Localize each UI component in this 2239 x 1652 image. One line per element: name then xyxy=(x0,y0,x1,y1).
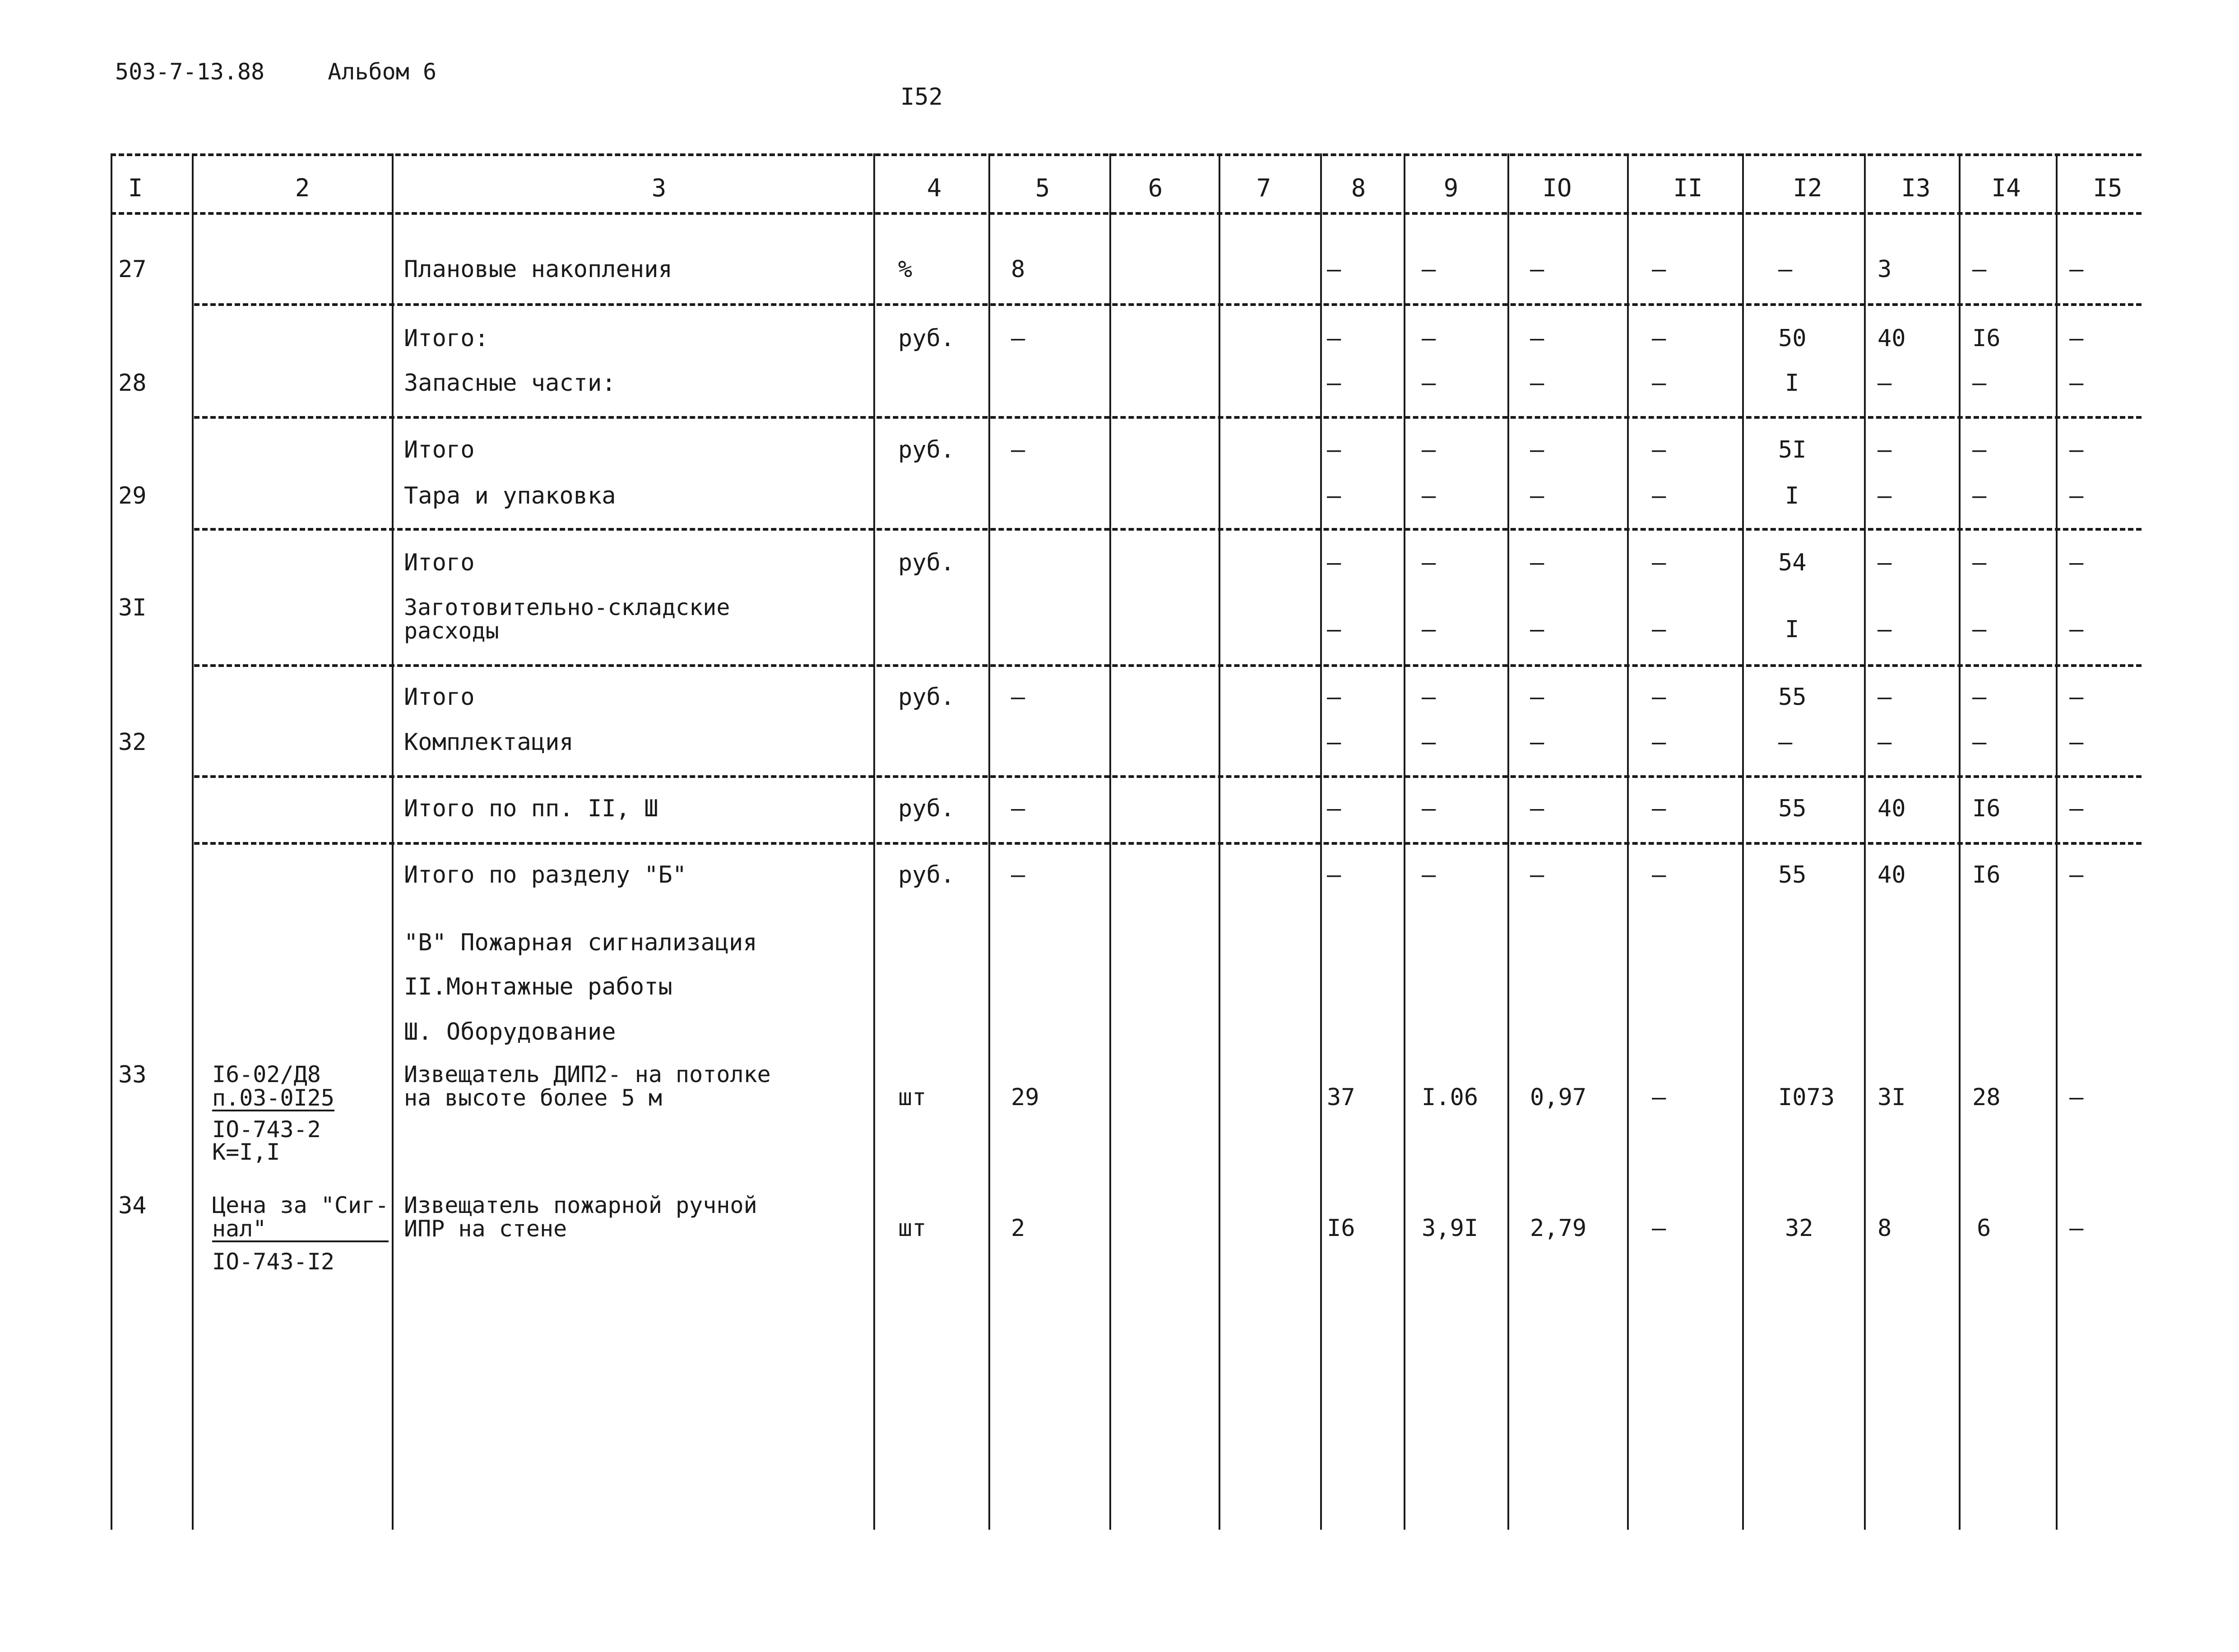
column-line xyxy=(1404,153,1405,1530)
row-unit: шт xyxy=(898,1084,927,1111)
row-number: 28 xyxy=(118,370,147,397)
row-unit: руб. xyxy=(898,436,955,463)
row-c14: – xyxy=(1972,482,1987,509)
row-c15: – xyxy=(2069,1215,2084,1242)
row-c13: – xyxy=(1877,549,1892,576)
row-c10: 0,97 xyxy=(1530,1084,1587,1111)
row-name: Тара и упаковка xyxy=(404,482,616,509)
row-c14: – xyxy=(1972,370,1987,397)
row-c12: – xyxy=(1778,256,1793,283)
row-c8: – xyxy=(1327,684,1341,711)
row-c5: 29 xyxy=(1011,1084,1039,1111)
row-c8: – xyxy=(1327,861,1341,888)
row-c15: – xyxy=(2069,616,2084,643)
row-c9: – xyxy=(1422,729,1436,756)
item-ref: IO-743-2 xyxy=(212,1116,321,1143)
row-name: Итого по разделу "Б" xyxy=(404,861,687,888)
row-name: Извещатель пожарной ручной ИПР на стене xyxy=(404,1192,757,1242)
row-c13: 40 xyxy=(1877,861,1906,888)
row-c14: – xyxy=(1972,436,1987,463)
row-c13: 40 xyxy=(1877,795,1906,822)
item-ref: IO-743-I2 xyxy=(212,1249,334,1275)
row-c8: – xyxy=(1327,436,1341,463)
column-header: 3 xyxy=(651,174,667,202)
row-c8: – xyxy=(1327,795,1341,822)
row-c10: – xyxy=(1530,482,1544,509)
row-c11: – xyxy=(1652,861,1666,888)
row-c15: – xyxy=(2069,549,2084,576)
row-c9: – xyxy=(1422,549,1436,576)
column-header: I2 xyxy=(1793,174,1822,202)
row-c13: – xyxy=(1877,616,1892,643)
row-c5: – xyxy=(1011,861,1025,888)
row-c10: – xyxy=(1530,795,1544,822)
row-c8: – xyxy=(1327,256,1341,283)
row-c10: – xyxy=(1530,325,1544,352)
row-rule xyxy=(194,416,2142,419)
section-title: "В" Пожарная сигнализация xyxy=(404,929,757,956)
column-line xyxy=(1320,153,1322,1530)
row-c9: – xyxy=(1422,861,1436,888)
column-header: 2 xyxy=(295,174,310,202)
row-c13: – xyxy=(1877,684,1892,711)
row-c12: I xyxy=(1785,616,1799,643)
row-c14: I6 xyxy=(1972,861,2001,888)
row-c10: 2,79 xyxy=(1530,1215,1587,1242)
row-c14: – xyxy=(1972,729,1987,756)
item-ref: I6-02/Д8 xyxy=(212,1061,321,1087)
item-ref: Цена за "Сиг- нал" xyxy=(212,1192,389,1242)
column-line xyxy=(1109,153,1111,1530)
row-c5: – xyxy=(1011,684,1025,711)
item-ref: K=I,I xyxy=(212,1139,280,1165)
row-c14: I6 xyxy=(1972,325,2001,352)
column-header: I5 xyxy=(2093,174,2123,202)
row-number: 32 xyxy=(118,729,147,756)
row-name: Извещатель ДИП2- на потолке на высоте более 5 м xyxy=(404,1061,771,1111)
row-c13: – xyxy=(1877,482,1892,509)
row-name: Итого: xyxy=(404,325,489,352)
row-c11: – xyxy=(1652,436,1666,463)
column-header: I3 xyxy=(1901,174,1931,202)
section-subtitle: II.Монтажные работы xyxy=(404,973,672,1000)
row-name: Комплектация xyxy=(404,729,574,756)
row-c9: – xyxy=(1422,616,1436,643)
row-c10: – xyxy=(1530,684,1544,711)
column-header: I xyxy=(128,174,143,202)
row-c13: 8 xyxy=(1877,1215,1892,1242)
row-rule xyxy=(194,842,2142,845)
row-c9: – xyxy=(1422,436,1436,463)
doc-code: 503-7-13.88 xyxy=(115,59,265,85)
column-header: 8 xyxy=(1351,174,1366,202)
row-c15: – xyxy=(2069,256,2084,283)
row-c15: – xyxy=(2069,370,2084,397)
column-line xyxy=(873,153,875,1530)
row-name: Запасные части: xyxy=(404,370,616,397)
row-c10: – xyxy=(1530,370,1544,397)
row-c8: 37 xyxy=(1327,1084,1355,1111)
row-c11: – xyxy=(1652,616,1666,643)
column-line xyxy=(1219,153,1220,1530)
row-c8: – xyxy=(1327,482,1341,509)
row-c12: I073 xyxy=(1778,1084,1835,1111)
row-c9: – xyxy=(1422,684,1436,711)
row-name: Итого xyxy=(404,549,475,576)
row-name: Итого xyxy=(404,436,475,463)
row-number: 3I xyxy=(118,594,147,621)
row-unit: руб. xyxy=(898,325,955,352)
row-unit: руб. xyxy=(898,684,955,711)
row-c9: – xyxy=(1422,256,1436,283)
row-number: 33 xyxy=(118,1061,147,1088)
row-c12: 55 xyxy=(1778,684,1807,711)
row-c11: – xyxy=(1652,1215,1666,1242)
row-c14: – xyxy=(1972,616,1987,643)
row-c14: – xyxy=(1972,256,1987,283)
row-c13: 40 xyxy=(1877,325,1906,352)
column-header: 5 xyxy=(1035,174,1050,202)
table-top-rule xyxy=(111,153,2142,156)
row-c13: 3I xyxy=(1877,1084,1906,1111)
row-c15: – xyxy=(2069,684,2084,711)
row-c12: 55 xyxy=(1778,861,1807,888)
page-number: I52 xyxy=(900,83,943,111)
row-unit: шт xyxy=(898,1215,927,1242)
column-line xyxy=(192,153,194,1530)
row-c10: – xyxy=(1530,616,1544,643)
row-c8: – xyxy=(1327,729,1341,756)
row-c11: – xyxy=(1652,795,1666,822)
row-c11: – xyxy=(1652,684,1666,711)
row-rule xyxy=(194,303,2142,306)
row-c15: – xyxy=(2069,729,2084,756)
row-c12: 32 xyxy=(1785,1215,1813,1242)
row-c5: – xyxy=(1011,325,1025,352)
row-c11: – xyxy=(1652,256,1666,283)
header-bottom-rule xyxy=(111,212,2142,215)
row-number: 29 xyxy=(118,482,147,509)
row-c9: – xyxy=(1422,325,1436,352)
row-c12: 54 xyxy=(1778,549,1807,576)
row-c14: – xyxy=(1972,549,1987,576)
row-number: 34 xyxy=(118,1192,147,1219)
row-c9: 3,9I xyxy=(1422,1215,1479,1242)
row-unit: руб. xyxy=(898,549,955,576)
column-line xyxy=(988,153,990,1530)
column-line xyxy=(2056,153,2058,1530)
row-unit: руб. xyxy=(898,861,955,888)
row-c10: – xyxy=(1530,256,1544,283)
section-subtitle: Ш. Оборудование xyxy=(404,1018,616,1046)
row-c11: – xyxy=(1652,549,1666,576)
row-name: Итого xyxy=(404,684,475,711)
row-c12: – xyxy=(1778,729,1793,756)
row-c10: – xyxy=(1530,436,1544,463)
row-c13: 3 xyxy=(1877,256,1892,283)
row-c12: 55 xyxy=(1778,795,1807,822)
row-c13: – xyxy=(1877,436,1892,463)
row-c10: – xyxy=(1530,729,1544,756)
column-header: 9 xyxy=(1443,174,1459,202)
row-c15: – xyxy=(2069,436,2084,463)
row-number: 27 xyxy=(118,256,147,283)
row-c13: – xyxy=(1877,370,1892,397)
row-c9: – xyxy=(1422,482,1436,509)
row-c15: – xyxy=(2069,482,2084,509)
column-header: IO xyxy=(1542,174,1572,202)
column-line xyxy=(392,153,394,1530)
row-c10: – xyxy=(1530,549,1544,576)
row-c11: – xyxy=(1652,370,1666,397)
row-c8: – xyxy=(1327,325,1341,352)
row-name: Заготовительно-складские расходы xyxy=(404,594,730,644)
row-c8: – xyxy=(1327,370,1341,397)
row-c5: – xyxy=(1011,795,1025,822)
page-header xyxy=(115,59,486,85)
row-c8: – xyxy=(1327,549,1341,576)
column-line xyxy=(111,153,112,1530)
row-c12: I xyxy=(1785,482,1799,509)
row-c12: 50 xyxy=(1778,325,1807,352)
row-c11: – xyxy=(1652,325,1666,352)
column-header: II xyxy=(1673,174,1703,202)
row-rule xyxy=(194,664,2142,667)
row-c14: I6 xyxy=(1972,795,2001,822)
row-c5: 8 xyxy=(1011,256,1025,283)
column-line xyxy=(1627,153,1629,1530)
row-c14: – xyxy=(1972,684,1987,711)
column-line xyxy=(1959,153,1961,1530)
row-c12: 5I xyxy=(1778,436,1807,463)
row-name: Плановые накопления xyxy=(404,256,672,283)
column-header: 7 xyxy=(1256,174,1271,202)
column-line xyxy=(1742,153,1744,1530)
row-c9: – xyxy=(1422,370,1436,397)
row-c15: – xyxy=(2069,861,2084,888)
row-c8: – xyxy=(1327,616,1341,643)
column-line xyxy=(1864,153,1866,1530)
row-unit: % xyxy=(898,256,913,283)
row-c11: – xyxy=(1652,482,1666,509)
album-label: Альбом 6 xyxy=(328,59,437,85)
row-c9: I.06 xyxy=(1422,1084,1479,1111)
row-rule xyxy=(194,528,2142,531)
item-ref: п.03-0I25 xyxy=(212,1085,334,1111)
column-header: 6 xyxy=(1148,174,1163,202)
row-c13: – xyxy=(1877,729,1892,756)
row-c12: I xyxy=(1785,370,1799,397)
row-c9: – xyxy=(1422,795,1436,822)
row-c11: – xyxy=(1652,729,1666,756)
row-name: Итого по пп. II, Ш xyxy=(404,795,658,822)
row-c10: – xyxy=(1530,861,1544,888)
column-header: I4 xyxy=(1991,174,2021,202)
row-c14: 28 xyxy=(1972,1084,2001,1111)
row-c8: I6 xyxy=(1327,1215,1355,1242)
row-c15: – xyxy=(2069,1084,2084,1111)
row-c15: – xyxy=(2069,325,2084,352)
row-c11: – xyxy=(1652,1084,1666,1111)
column-line xyxy=(1507,153,1509,1530)
row-c5: – xyxy=(1011,436,1025,463)
row-rule xyxy=(194,775,2142,778)
row-c5: 2 xyxy=(1011,1215,1025,1242)
column-header: 4 xyxy=(927,174,942,202)
row-c15: – xyxy=(2069,795,2084,822)
row-c14: 6 xyxy=(1977,1215,1991,1242)
row-unit: руб. xyxy=(898,795,955,822)
